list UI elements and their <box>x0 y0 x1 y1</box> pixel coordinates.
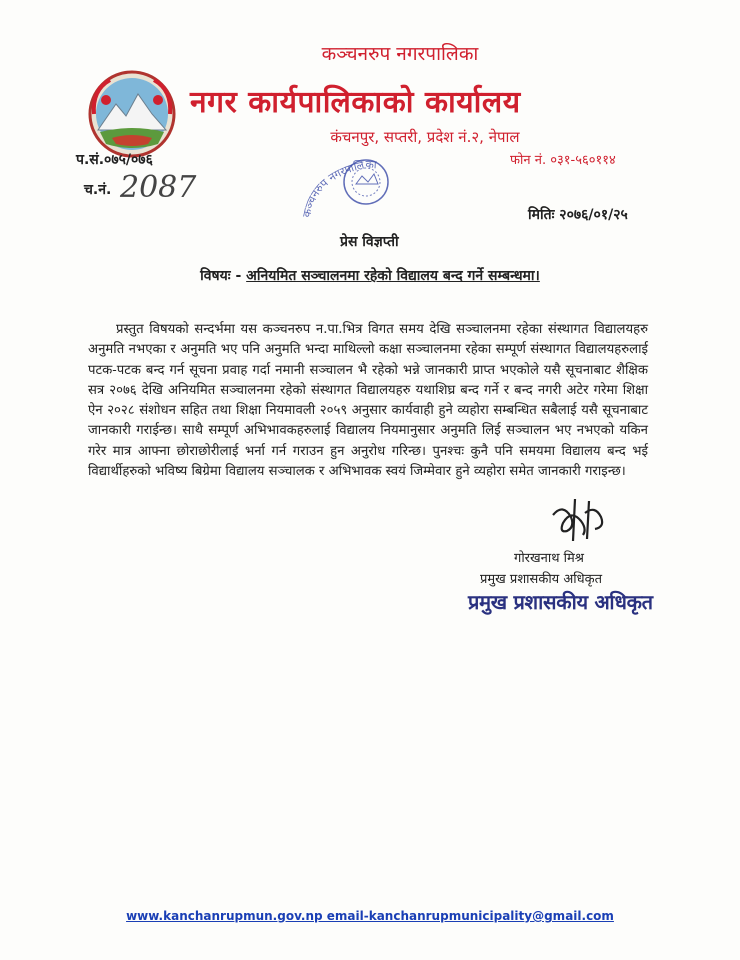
notice-label: प्रेस विज्ञप्ती <box>340 234 399 250</box>
title-rubber-stamp: प्रमुख प्रशासकीय अधिकृत <box>468 590 653 614</box>
subject-line <box>0 266 740 285</box>
footer-contact[interactable]: www.kanchanrupmun.gov.np email-kanchanrupmunicipality@gmail.com <box>126 909 614 923</box>
stamp-text: कञ्चनरुप नगरपालिका <box>300 157 377 219</box>
signer-title: प्रमुख प्रशासकीय अधिकृत <box>480 572 603 587</box>
phone-number: फोन नं. ०३१-५६०११४ <box>510 153 616 168</box>
body-paragraph: प्रस्तुत विषयको सन्दर्भमा यस कञ्चनरुप न.पा.भित्र विगत समय देखि सञ्चालनमा रहेका संस्थागत विद्यालयहरु अनुमति नभएका र अनुमति भए पनि अनुमति भन्दा माथिल्लो कक्षा सञ्चालनमा रहेका सम्पूर्ण संस्थागत विद्यालयहरुलाई पटक-पटक बन्द गर्न सूचना प्रवाह गर्दा नमानी सञ्चालन भै रहेको भन्ने जानकारी प्राप्त भएकोले यसै सूचनाबाट शैक्षिक सत्र २०७६ देखि अनियमित सञ्चालनमा रहेको संस्थागत विद्यालयहरु यथाशिघ्र बन्द गर्ने र बन्द नगरी अटेर गरेमा शिक्षा ऐन २०२८ संशोधन सहित तथा शिक्षा नियमावली २०५९ अनुसार कार्यवाही हुने व्यहोरा सम्बन्धित सबैलाई यसै सूचनाबाट जानकारी गराईन्छ। साथै सम्पूर्ण अभिभावकहरुलाई विद्यालय नियमानुसार अनुमति लिई सञ्चालन भए नभएको यकिन गरेर मात्र आफ्ना छोराछोरीलाई भर्ना गर्न गराउन हुन अनुरोध गरिन्छ। पुनश्चः कुनै पनि समयमा विद्यालय बन्द भई विद्यार्थीहरुको भविष्य बिग्रेमा विद्यालय सञ्चालक र अभिभावक स्वयं जिम्मेवार हुने व्यहोरा समेत जानकारी गराइन्छ। <box>88 322 648 480</box>
svg-text:कञ्चनरुप नगरपालिका <box>300 158 377 219</box>
municipality-name: कञ्चनरुप नगरपालिका <box>321 43 479 65</box>
reference-number: प.सं.०७५/०७६ <box>76 152 153 168</box>
dispatch-label: च.नं. <box>84 182 112 198</box>
office-title: नगर कार्यपालिकाको कार्यालय <box>190 85 521 120</box>
subject-label: विषयः - <box>200 268 242 284</box>
subject-text: अनियमित सञ्चालनमा रहेको विद्यालय बन्द गर्ने सम्बन्धमा। <box>246 268 540 284</box>
official-stamp-seal <box>296 148 430 240</box>
document-date: मितिः २०७६/०१/२५ <box>528 207 628 223</box>
dispatch-number-handwritten: 2087 <box>120 170 197 205</box>
office-address: कंचनपुर, सप्तरी, प्रदेश नं.२, नेपाल <box>330 128 520 146</box>
handwritten-signature <box>545 495 615 545</box>
signer-name: गोरखनाथ मिश्र <box>514 551 585 566</box>
